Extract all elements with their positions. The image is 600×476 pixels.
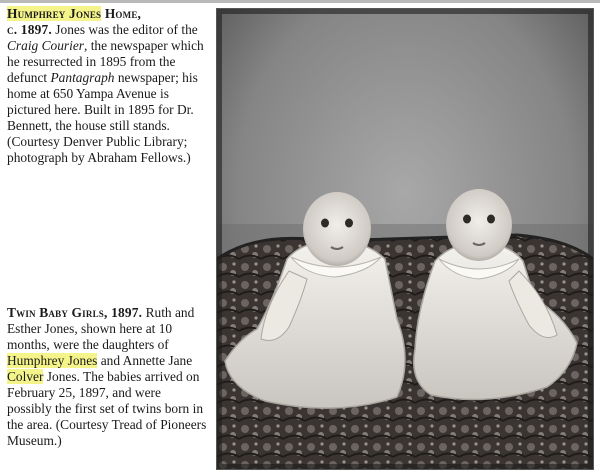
left-baby-head: [303, 192, 371, 266]
caption-2-text-c: Jones. The babies arrived on February 25, 1897, and were possibly the first set of twins born in the area. (Courtesy Tread of Pioneers Museum.): [7, 369, 207, 448]
caption-2-title: Twin Baby Girls, 1897.: [7, 305, 143, 320]
caption-1-text-b: , the newspaper which he resurrected in 1895 from the defunct: [7, 38, 204, 85]
caption-1-title-name: Humphrey Jones: [7, 6, 102, 21]
caption-1-defunct-paper: Pantagraph: [50, 70, 115, 85]
caption-1-newspaper: Craig Courier: [7, 38, 85, 53]
caption-2-text-a: Ruth and Esther Jones, shown here at 10 months, were the daughters of: [7, 305, 195, 352]
twin-babies-photograph: [216, 8, 594, 470]
top-rule: [0, 0, 600, 3]
caption-2-mother-name: Colver: [7, 369, 44, 384]
caption-1-text-a: Jones was the editor of the: [51, 22, 198, 37]
caption-1-title-rest: Home,: [101, 6, 142, 21]
caption-1-text-c: newspaper; his home at 650 Yampa Avenue is pictured here. Built in 1895 for Dr. Bennett, the house still stands. (Courtesy Denver Public Library; photograph by Abraham Fellows.): [7, 70, 198, 165]
caption-1-date: c. 1897.: [7, 22, 52, 37]
photo-illustration: [217, 9, 593, 469]
caption-humphrey-jones-home: [7, 6, 207, 166]
caption-twin-baby-girls: [7, 305, 207, 449]
caption-2-text-b: and Annette Jane: [97, 353, 193, 368]
caption-2-father-name: Humphrey Jones: [7, 353, 98, 368]
right-baby-head: [446, 189, 512, 261]
